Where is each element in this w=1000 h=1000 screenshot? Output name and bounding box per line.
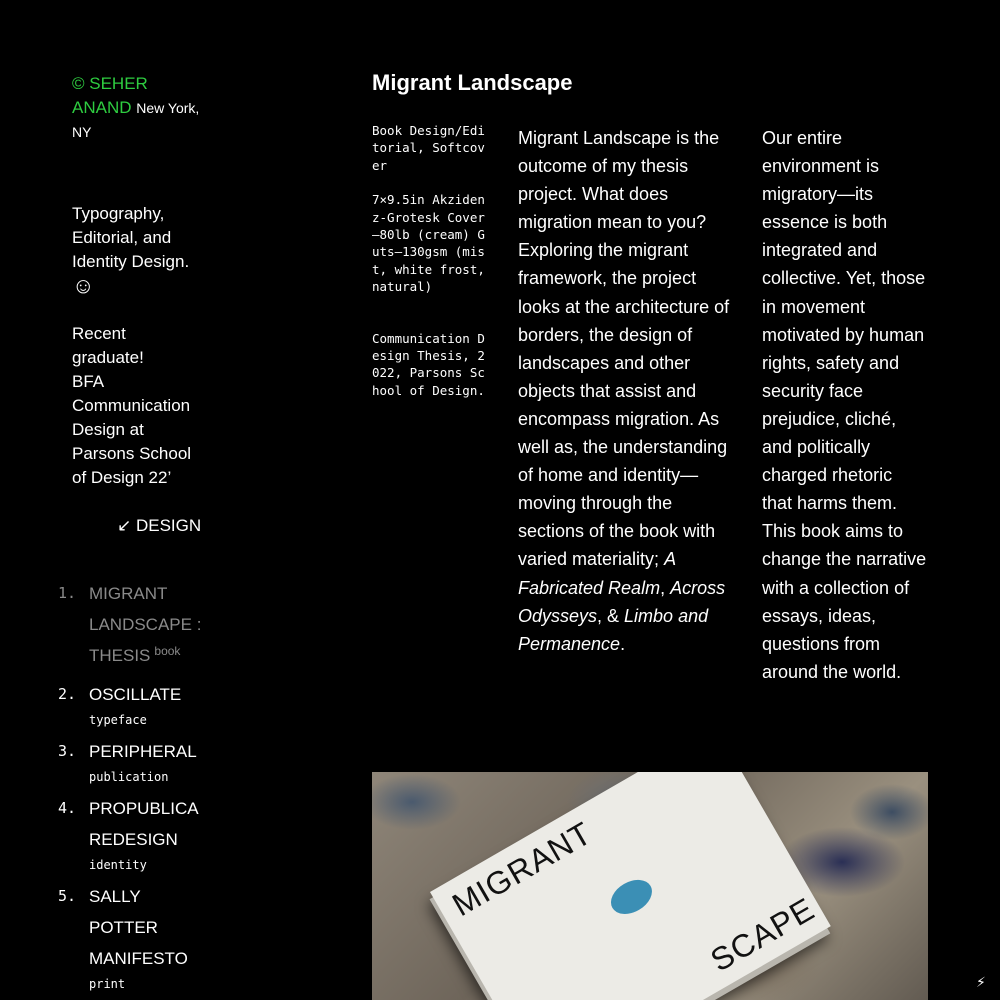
project-list <box>58 578 208 1000</box>
book-title-top: MIGRANT <box>446 814 598 924</box>
project-title[interactable]: PERIPHERAL <box>89 742 197 761</box>
project-title[interactable]: SALLY POTTER MANIFESTO <box>89 887 188 968</box>
meta-format: Book Design/Editorial, Softcover <box>372 123 485 173</box>
project-kind: identity <box>89 858 147 872</box>
smiley-icon: ☺ <box>72 273 95 298</box>
project-number: 2. <box>58 685 77 703</box>
description-column-2 <box>762 124 927 686</box>
project-item-sally-potter[interactable] <box>58 881 208 992</box>
meta-context: Communication Design Thesis, 2022, Parsons School of Design. <box>372 330 485 398</box>
project-title[interactable]: OSCILLATE <box>89 685 182 704</box>
project-number: 5. <box>58 887 77 905</box>
intro-tagline <box>72 202 202 298</box>
bio-line-2: BFA Communication Design at Parsons School of Design 22’ <box>72 372 192 487</box>
project-item-migrant-landscape[interactable] <box>58 578 208 671</box>
brand-location: New York, NY <box>72 100 200 140</box>
project-item-propublica[interactable] <box>58 793 208 873</box>
project-title[interactable]: MIGRANT LANDSCAPE : THESIS <box>89 584 202 665</box>
col1-sep-1: , <box>660 577 671 598</box>
project-item-oscillate[interactable] <box>58 679 208 728</box>
meta-specs: 7×9.5in Akzidenz-Grotesk Cover—80lb (cream) Guts—130gsm (mist, white frost, natural) <box>372 192 485 295</box>
project-kind: typeface <box>89 713 147 727</box>
col1-end: . <box>620 633 626 654</box>
project-kind: print <box>89 977 126 991</box>
project-kind: book <box>154 644 181 658</box>
intro-bio <box>72 322 202 490</box>
section-title-3: Limbo and Permanence <box>518 605 709 654</box>
page-title: Migrant Landscape <box>372 70 573 95</box>
section-title-2: Across Odysseys <box>518 577 726 626</box>
col1-text: Migrant Landscape is the outcome of my thesis project. What does migration mean to you? Exploring the migrant framework, the project looks at the architecture of borders, the design of landscapes and other objects that assist and encompass migration. As well as, the understanding of home and identity—moving through the sections of the book with varied materiality; <box>518 128 730 570</box>
book-title-bottom: SCAPE <box>704 890 821 979</box>
bolt-icon[interactable]: ⚡ <box>976 974 986 990</box>
project-number: 4. <box>58 799 77 817</box>
sidebar <box>72 72 202 490</box>
description-column-1 <box>518 124 733 658</box>
description-paragraph-2: Our entire environment is migratory—its essence is both integrated and collective. Yet, those in movement motivated by human rights, safety and security face prejudice, cliché, and politically charged rhetoric that harms them. This book aims to change the narrative with a collection of essays, ideas, questions from around the world. <box>762 128 927 682</box>
brand-name-link[interactable]: © SEHER ANAND <box>72 74 148 117</box>
section-title-1: A Fabricated Realm <box>518 549 676 598</box>
col1-sep-2: , & <box>597 605 625 626</box>
project-photo <box>372 772 928 1000</box>
book-cover <box>430 772 831 1000</box>
project-meta <box>372 122 488 399</box>
project-kind: publication <box>89 770 169 784</box>
brand <box>72 72 202 144</box>
design-nav-link[interactable]: ↙ DESIGN <box>117 516 202 535</box>
book-dot <box>605 873 658 921</box>
intro <box>72 202 202 490</box>
description-paragraph-1 <box>518 124 733 658</box>
project-number: 3. <box>58 742 77 760</box>
project-number: 1. <box>58 584 77 602</box>
project-item-peripheral[interactable] <box>58 736 208 785</box>
bio-line-1: Recent graduate! <box>72 324 144 367</box>
project-title[interactable]: PROPUBLICA REDESIGN <box>89 799 198 849</box>
tagline-text: Typography, Editorial, and Identity Design. <box>72 204 190 271</box>
